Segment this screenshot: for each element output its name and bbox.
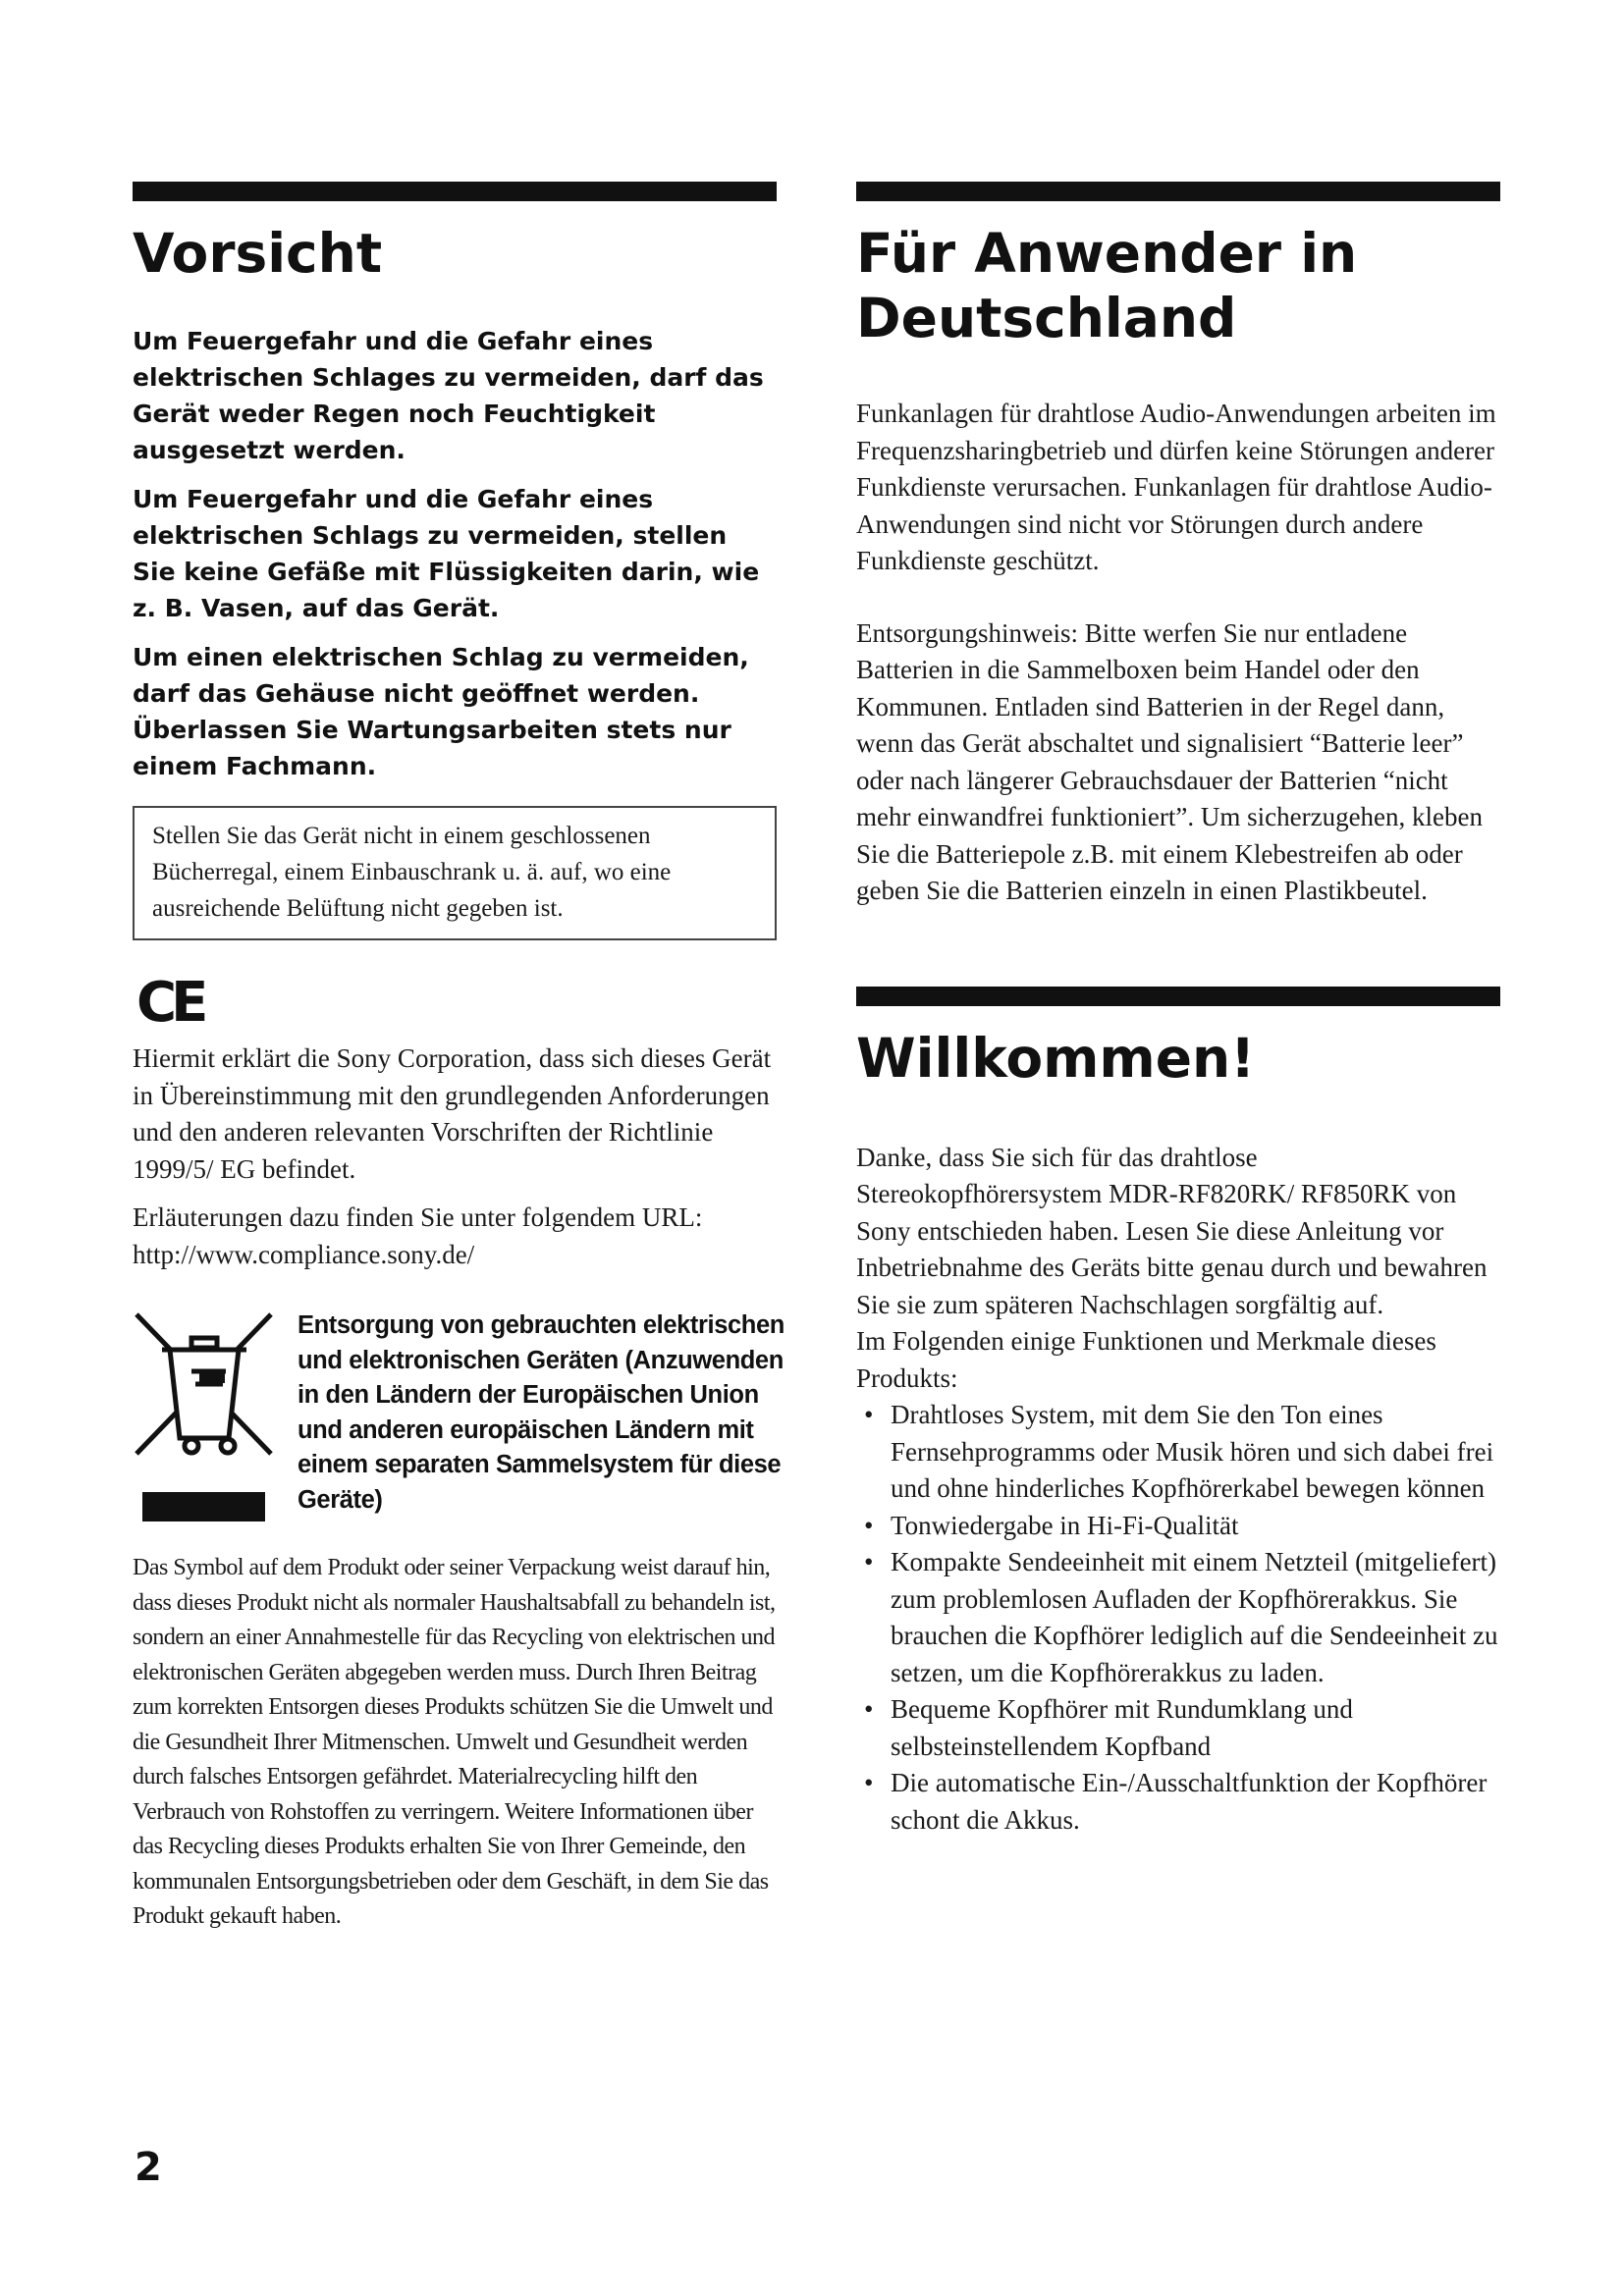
willkommen-title: Willkommen! xyxy=(856,1026,1256,1090)
weee-black-bar xyxy=(142,1492,265,1522)
welcome-intro-text: Danke, dass Sie sich für das drahtlose Stereokopfhörersystem MDR-RF820RK/ RF850RK von Sony entschieden haben. Lesen Sie diese Anleitung vor Inbetriebnahme des Geräts bitte genau durch und bewahren Sie sie zum späteren Nachschlagen sorgfältig auf. xyxy=(856,1142,1488,1319)
list-item: • Drahtloses System, mit dem Sie den Ton eines Fernsehprogramms oder Musik hören und sich dabei frei und ohne hinderliches Kopfhörerkabel bewegen können xyxy=(856,1397,1500,1508)
deutschland-title-line1: Für Anwender in xyxy=(856,222,1358,285)
vorsicht-title: Vorsicht xyxy=(133,222,383,285)
url-note-text: Erläuterungen dazu finden Sie unter folgendem URL: http://www.compliance.sony.de/ xyxy=(133,1202,703,1269)
radio-notice-text: Funkanlagen für drahtlose Audio-Anwendungen arbeiten im Frequenzsharingbetrieb und dürfen keine Störungen anderer Funkdienste verursachen. Funkanlagen für drahtlose Audio-Anwendungen sind nicht vor Störungen durch andere Funkdienste geschützt. xyxy=(856,399,1496,575)
features-list xyxy=(856,1397,1500,1839)
list-item: • Tonwiedergabe in Hi-Fi-Qualität xyxy=(856,1508,1500,1545)
ce-mark-logo: CE xyxy=(136,971,203,1035)
weee-heading: Entsorgung von gebrauchten elektrischen und elektronischen Geräten (Anzuwenden in den Ländern der Europäischen Union und anderen europäischen Ländern mit einem separaten Sammelsystem für diese Geräte) xyxy=(298,1311,785,1514)
ventilation-note-box xyxy=(133,806,777,940)
left-column xyxy=(133,182,785,1935)
section-rule xyxy=(133,182,777,201)
features-intro-text: Im Folgenden einige Funktionen und Merkmale dieses Produkts: xyxy=(856,1326,1436,1393)
page-number: 2 xyxy=(135,2145,162,2190)
deutschland-title xyxy=(856,221,1500,350)
section-rule xyxy=(856,987,1500,1006)
weee-section xyxy=(133,1310,785,1551)
section-rule xyxy=(856,182,1500,201)
declaration-text: Hiermit erklärt die Sony Corporation, dass sich dieses Gerät in Übereinstimmung mit den grundlegenden Anforderungen und den anderen relevanten Vorschriften der Richtlinie 1999/5/ EG befindet. xyxy=(133,1043,772,1184)
battery-disposal-text: Entsorgungshinweis: Bitte werfen Sie nur entladene Batterien in die Sammelboxen beim Handel oder den Kommunen. Entladen sind Batterien in der Regel dann, wenn das Gerät abschaltet und signalisiert “Batterie leer” oder nach längerer Gebrauchsdauer der Batterien “nicht mehr einwandfrei funktioniert”. Um sicherzugehen, kleben Sie die Batteriepole z.B. mit einem Klebestreifen ab oder geben Sie die Batterien einzeln in einen Plastikbeutel. xyxy=(856,617,1484,905)
ventilation-note-text: Stellen Sie das Gerät nicht in einem geschlossenen Bücherregal, einem Einbauschrank u. ä. auf, wo eine ausreichende Belüftung nicht gegeben ist. xyxy=(152,823,672,922)
warning-text: Um Feuergefahr und die Gefahr eines elektrischen Schlags zu vermeiden, stellen Sie keine Gefäße mit Flüssigkeiten darin, wie z. B. Vasen, auf das Gerät. xyxy=(133,485,760,622)
weee-body-text: Das Symbol auf dem Produkt oder seiner Verpackung weist darauf hin, dass dieses Produkt nicht als normaler Haushaltsabfall zu behandeln ist, sondern an einer Annahmestelle für das Recycling von elektrischen und elektronischen Geräten abgegeben werden muss. Durch Ihren Beitrag zum korrekten Entsorgen dieses Produkts schützen Sie die Umwelt und die Gesundheit Ihrer Mitmenschen. Umwelt und Gesundheit werden durch falsches Entsorgen gefährdet. Materialrecycling hilft den Verbrauch von Rohstoffen zu verringern. Weitere Informationen über das Recycling dieses Produkts erhalten Sie von Ihrer Gemeinde, den kommunalen Entsorgungsbetrieben oder dem Geschäft, in dem Sie das Produkt gekauft haben. xyxy=(133,1555,776,1929)
crossed-out-bin-icon xyxy=(133,1310,275,1458)
warning-text: Um einen elektrischen Schlag zu vermeiden, darf das Gehäuse nicht geöffnet werden. Überlassen Sie Wartungsarbeiten stets nur einem Fachmann. xyxy=(133,643,749,780)
warning-text: Um Feuergefahr und die Gefahr eines elektrischen Schlages zu vermeiden, darf das Gerät weder Regen noch Feuchtigkeit ausgesetzt werden. xyxy=(133,327,764,464)
list-item: • Kompakte Sendeeinheit mit einem Netzteil (mitgeliefert) zum problemlosen Aufladen der Kopfhörerakkus. Sie brauchen die Kopfhörer lediglich auf die Sendeeinheit zu setzen, um die Kopfhörerakkus zu laden. xyxy=(856,1544,1500,1691)
right-column xyxy=(856,182,1500,1839)
list-item: • Die automatische Ein-/Ausschaltfunktion der Kopfhörer schont die Akkus. xyxy=(856,1765,1500,1839)
deutschland-title-line2: Deutschland xyxy=(856,287,1237,349)
list-item: • Bequeme Kopfhörer mit Rundumklang und selbsteinstellendem Kopfband xyxy=(856,1691,1500,1765)
